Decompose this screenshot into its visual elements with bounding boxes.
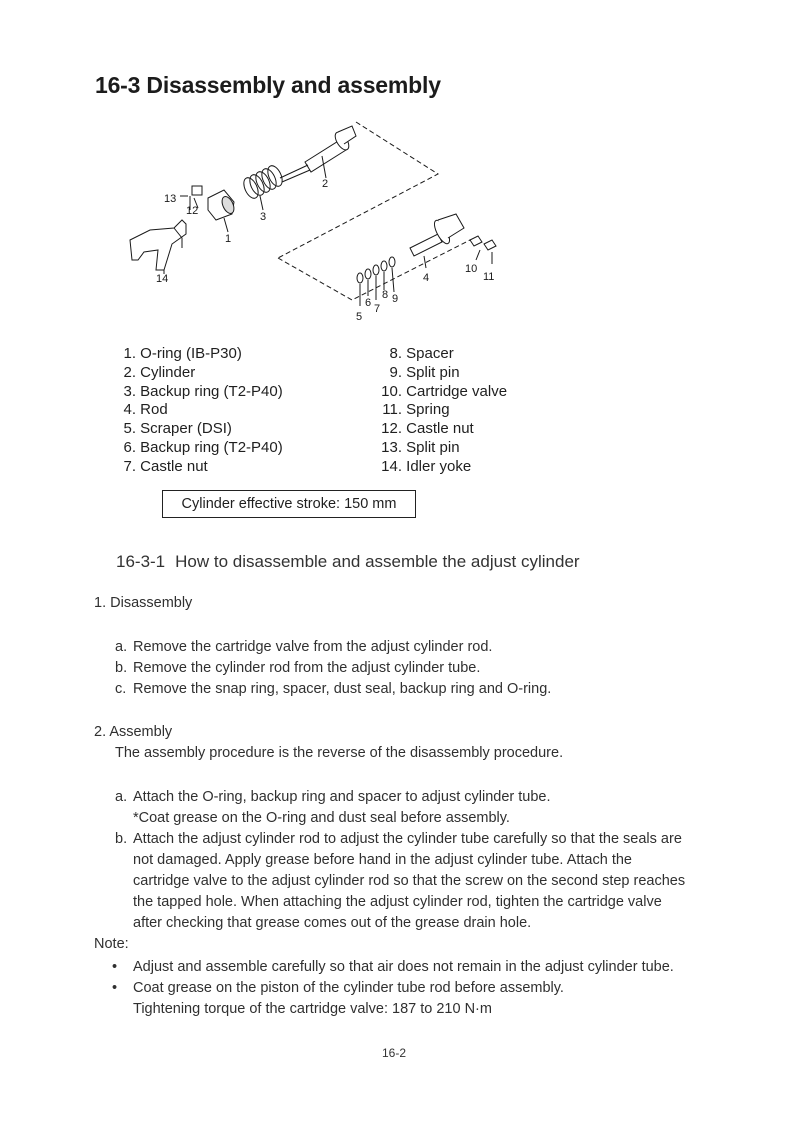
callout-2: 2 — [322, 178, 329, 190]
exploded-parts-diagram — [120, 110, 540, 335]
list-item: 9. Split pin — [389, 363, 460, 381]
idler-yoke-part — [130, 220, 186, 270]
assembly-step-b-line: not damaged. Apply grease before hand in the adjust cylinder tube. Attach the — [133, 852, 632, 868]
callout-3: 3 — [260, 211, 267, 223]
callout-8: 8 — [382, 289, 389, 301]
assembly-step-b-line: cartridge valve to the adjust cylinder rod so that the screw on the second step reaches — [133, 873, 686, 889]
assembly-heading: 2. Assembly — [94, 724, 173, 740]
callout-9: 9 — [392, 293, 399, 305]
note-heading: Note: — [94, 936, 129, 952]
stroke-note-box: Cylinder effective stroke: 150 mm — [162, 490, 416, 518]
list-item: 4. Rod — [123, 401, 168, 419]
list-item: 13. Split pin — [381, 438, 460, 456]
bullet-icon: • — [112, 959, 118, 975]
note-item: • Coat grease on the piston of the cylinder tube rod before assembly. — [112, 978, 564, 999]
page-number: 16-2 — [382, 1046, 407, 1060]
subsection-title: How to disassemble and assemble the adjust cylinder — [175, 552, 580, 571]
rod-part — [410, 214, 464, 256]
list-item: 11. Spring — [382, 401, 450, 419]
callout-5: 5 — [356, 311, 363, 323]
disassembly-heading: 1. Disassembly — [94, 595, 193, 611]
list-item: 2. Cylinder — [123, 363, 196, 381]
disassembly-step-b: b. Remove the cylinder rod from the adjust cylinder tube. — [115, 660, 481, 676]
assembly-step-b-line: after checking that grease comes out of the grease drain hole. — [133, 915, 532, 931]
list-item: 5. Scraper (DSI) — [123, 420, 232, 438]
bullet-icon: • — [112, 980, 118, 996]
assembly-step-a-note: *Coat grease on the O-ring and dust seal before assembly. — [133, 810, 510, 826]
parts-list-right — [372, 345, 507, 477]
parts-list-left — [116, 345, 283, 477]
callout-4: 4 — [423, 272, 430, 284]
list-item: 12. Castle nut — [381, 420, 474, 438]
backup-ring-part — [241, 163, 285, 200]
list-item: 10. Cartridge valve — [381, 382, 508, 400]
callout-10: 10 — [465, 263, 478, 275]
list-item: 7. Castle nut — [123, 457, 208, 475]
callout-6: 6 — [365, 297, 372, 309]
callout-11: 11 — [483, 271, 495, 283]
disassembly-step-c: c. Remove the snap ring, spacer, dust seal, backup ring and O-ring. — [115, 681, 552, 697]
subsection-heading — [116, 552, 580, 572]
list-item: 8. Spacer — [389, 345, 454, 362]
callout-1: 1 — [225, 233, 232, 245]
assembly-step-b-line: the tapped hole. When attaching the adjust cylinder rod, tighten the cartridge valve — [133, 894, 662, 910]
torque-spec: Tightening torque of the cartridge valve: 187 to 210 N·m — [133, 1001, 492, 1017]
assembly-step-a: a. Attach the O-ring, backup ring and spacer to adjust cylinder tube. — [115, 789, 551, 805]
callout-13: 13 — [164, 193, 177, 205]
cartridge-valve-part — [470, 236, 496, 264]
callout-14: 14 — [156, 273, 169, 285]
list-item: 14. Idler yoke — [381, 457, 472, 475]
note-item: • Adjust and assemble carefully so that air does not remain in the adjust cylinder tube. — [112, 957, 674, 978]
assembly-intro: The assembly procedure is the reverse of the disassembly procedure. — [115, 745, 564, 761]
list-item: 3. Backup ring (T2-P40) — [123, 382, 283, 400]
assembly-step-b: b. Attach the adjust cylinder rod to adjust the cylinder tube carefully so that the seals are — [115, 831, 682, 847]
list-item: 6. Backup ring (T2-P40) — [123, 438, 283, 456]
cylinder-part — [280, 126, 356, 182]
list-item: 1. O-ring (IB-P30) — [123, 345, 242, 362]
o-ring-part — [208, 190, 236, 220]
callout-7: 7 — [374, 303, 381, 315]
disassembly-step-a: a. Remove the cartridge valve from the adjust cylinder rod. — [115, 639, 493, 655]
page-title: 16-3 Disassembly and assembly — [95, 72, 441, 98]
small-rings — [357, 257, 395, 306]
callout-12: 12 — [186, 205, 199, 217]
subsection-number: 16-3-1 — [116, 552, 166, 571]
